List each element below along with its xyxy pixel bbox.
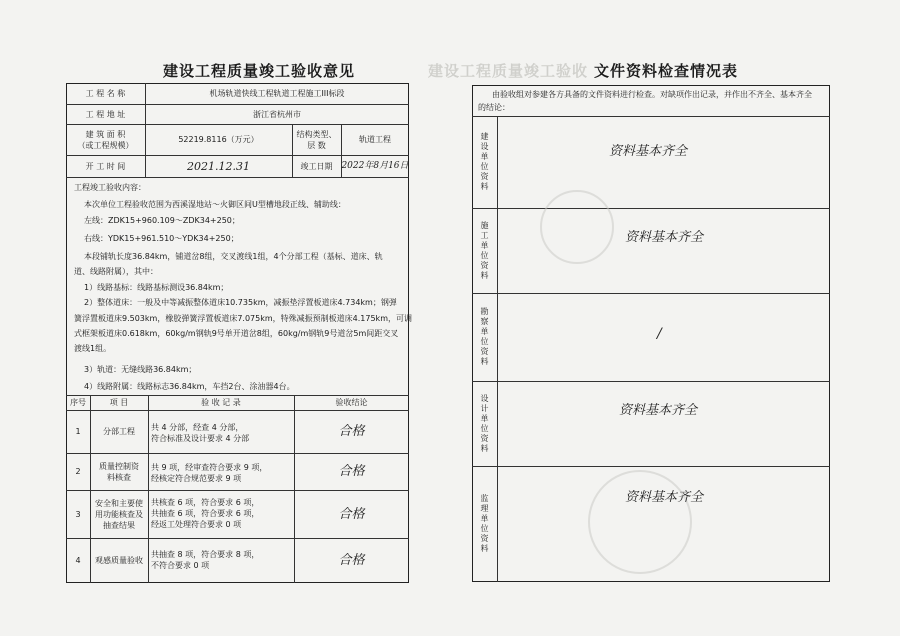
opinion-line: 式框架板道床0.618km，60kg/m钢轨9号单开道岔8组，60kg/m钢轨9号道岔5m间距交叉 xyxy=(74,329,399,338)
opinion-line: 右线：YDK15+961.510～YDK34+250； xyxy=(84,234,239,243)
check-row-value: 资料基本齐全 xyxy=(625,490,704,505)
check-row-label: 施工单位资料 xyxy=(480,220,489,281)
check-row-value: 资料基本齐全 xyxy=(619,403,698,418)
record-line: 不符合要求 0 项 xyxy=(151,561,210,570)
area-label xyxy=(66,124,145,155)
project-name-value: 机场轨道快线工程轨道工程施工III标段 xyxy=(209,89,345,98)
table-row-record xyxy=(151,549,259,571)
opinion-line: 2）整体道床：一般及中等减振整体道床10.735km，减振垫浮置板道床4.734km；钢弹 xyxy=(84,298,397,307)
opinion-line: 簧浮置板道床9.503km，橡胶弹簧浮置板道床7.075km，特殊减振预制板道床4.175km，可调 xyxy=(74,314,412,323)
start-date-value: 2021.12.31 xyxy=(187,159,250,173)
structure-label-line-1: 结构类型、 xyxy=(296,129,337,139)
check-row-label: 勘察单位资料 xyxy=(480,307,489,367)
project-name-label: 工 程 名 称 xyxy=(85,89,126,98)
finish-date-value: 2022年8月16日 xyxy=(341,160,409,171)
table-row-item: 安全和主要使用功能核查及抽查结果 xyxy=(95,498,143,530)
table-row-item: 分部工程 xyxy=(103,427,135,436)
check-row-value: 资料基本齐全 xyxy=(625,230,704,245)
record-line: 共核查 6 项，符合要求 6 项， xyxy=(151,498,260,507)
table-header-record: 验 收 记 录 xyxy=(201,398,241,407)
structure-label-line-2: 层 数 xyxy=(307,140,326,150)
opinion-line: 3）轨道：无缝线路36.84km； xyxy=(84,365,197,374)
table-row-item: 观感质量验收 xyxy=(95,556,143,565)
record-line: 共抽查 8 项，符合要求 8 项， xyxy=(151,550,260,559)
record-line: 共 4 分部，经查 4 分部， xyxy=(151,423,244,432)
record-line: 共 9 项，经审查符合要求 9 项， xyxy=(151,463,268,472)
opinion-line: 本次单位工程验收范围为西溪湿地站～火御区间U型槽地段正线、辅助线： xyxy=(84,200,346,209)
check-row-label: 设计单位资料 xyxy=(480,393,489,454)
structure-label xyxy=(292,124,341,155)
table-row-conclusion: 合格 xyxy=(338,506,365,522)
area-value: 52219.8116（万元） xyxy=(178,135,259,144)
area-label-line-2: （或工程规模） xyxy=(77,140,134,150)
table-row-no: 1 xyxy=(75,427,81,436)
table-row-record xyxy=(151,497,259,530)
address-label: 工 程 地 址 xyxy=(85,109,126,119)
area-label-line-1: 建 筑 面 积 xyxy=(85,129,126,139)
table-row-no: 2 xyxy=(75,467,81,476)
start-date-label: 开 工 时 间 xyxy=(85,161,126,171)
right-page-title: 文件资料检查情况表 xyxy=(594,62,739,80)
structure-value: 轨道工程 xyxy=(359,135,391,144)
opinion-line: 渡线1组。 xyxy=(74,344,112,353)
table-header-no: 序号 xyxy=(70,398,86,407)
record-line: 符合标准及设计要求 4 分部 xyxy=(151,434,250,443)
table-row-conclusion: 合格 xyxy=(338,553,365,568)
table-row-no: 4 xyxy=(75,556,81,565)
check-intro-line-2: 的结论： xyxy=(478,103,510,112)
check-row-label: 建设单位资料 xyxy=(480,132,489,192)
table-header-item: 项 目 xyxy=(109,398,129,407)
opinion-line: 左线：ZDK15+960.109～ZDK34+250； xyxy=(84,216,240,225)
table-row-conclusion: 合格 xyxy=(338,424,365,439)
check-row-value: / xyxy=(657,326,662,342)
table-row-record xyxy=(151,462,267,484)
address-value: 浙江省杭州市 xyxy=(253,109,301,119)
table-row-item: 质量控制资料核查 xyxy=(99,461,139,482)
record-line: 经核定符合规范要求 9 项 xyxy=(151,474,242,483)
opinion-line: 4）线路附属：线路标志36.84km，车挡2台、涂油器4台。 xyxy=(84,382,295,391)
record-line: 经返工处理符合要求 0 项 xyxy=(151,520,242,529)
opinion-line: 本段铺轨长度36.84km，铺道岔8组，交叉渡线1组，4个分部工程（基标、道床、轨 xyxy=(84,252,383,261)
table-row-no: 3 xyxy=(75,509,81,519)
check-row-value: 资料基本齐全 xyxy=(609,144,688,159)
left-page-title: 建设工程质量竣工验收意见 xyxy=(163,62,356,80)
finish-date-label: 竣工日期 xyxy=(300,161,333,171)
table-row-record xyxy=(151,422,249,444)
check-row-label: 监理单位资料 xyxy=(480,494,489,554)
check-intro-line-1: 由验收组对参建各方具备的文件资料进行检查。对缺项作出记录，并作出不齐全、基本齐全 xyxy=(492,90,812,99)
record-line: 共抽查 6 项，符合要求 6 项， xyxy=(151,509,260,518)
bleed-through-text: 建设工程质量竣工验收 xyxy=(428,62,589,80)
table-header-conclusion: 验收结论 xyxy=(335,398,368,407)
table-row-conclusion: 合格 xyxy=(338,464,365,479)
opinion-line: 道、线路附属），其中： xyxy=(74,267,158,276)
opinion-heading: 工程竣工验收内容： xyxy=(74,183,146,192)
opinion-line: 1）线路基标：线路基标测设36.84km； xyxy=(84,283,229,292)
